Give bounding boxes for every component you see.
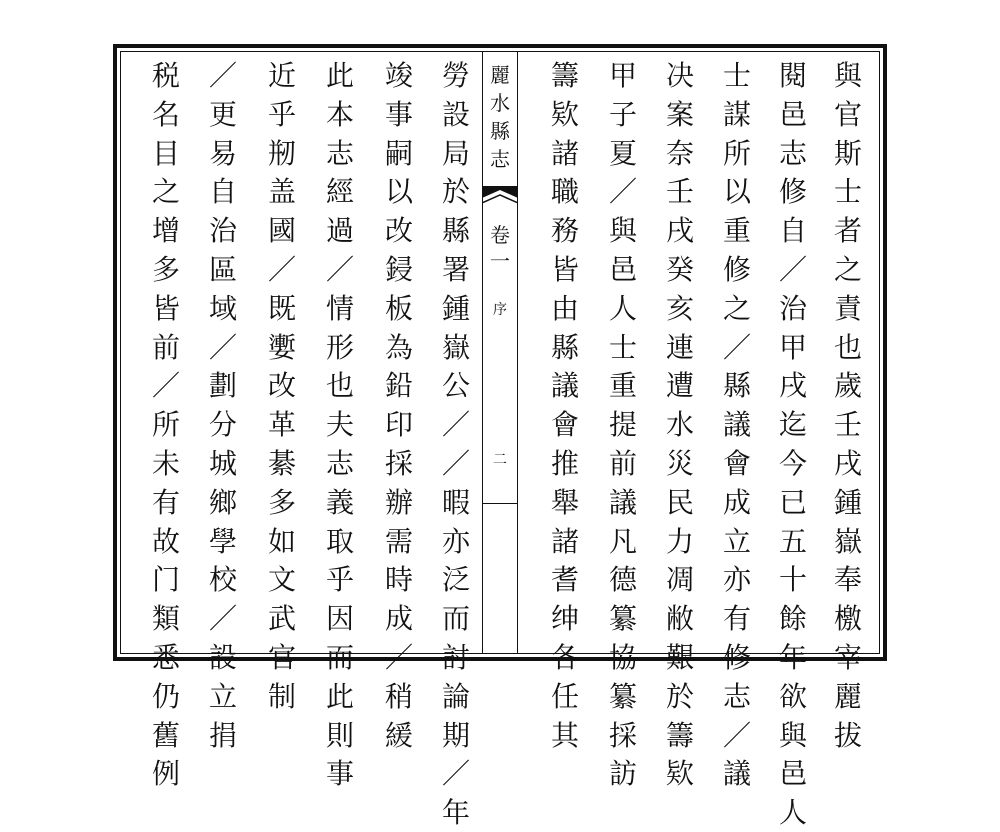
text-column: 士 謀 所 以 重 修 之 ／ 縣 議 會 成 立 亦 有 修 志 ／ 議 — [722, 59, 751, 791]
text-column: ／ 更 易 自 治 區 域 ／ 劃 分 城 鄉 學 校 ／ 設 立 捐 — [208, 59, 237, 752]
center-fold-column: 麗 水 縣 志 卷 一 序 二 — [482, 51, 519, 654]
text-column: 决 案 奈 壬 戌 癸 亥 連 遭 水 災 民 力 凋 敝 艱 於 籌 欵 — [665, 59, 694, 791]
text-column: 税 名 目 之 增 多 皆 前 ／ 所 未 有 故 门 類 悉 仍 舊 例 — [151, 59, 180, 791]
text-column: 近 乎 剏 盖 國 ／ 既 嬱 改 革 綦 多 如 文 武 官 制 — [267, 59, 296, 713]
section-label: 序 — [493, 302, 507, 318]
page-number: 二 — [493, 452, 507, 468]
text-column: 籌 欵 諸 職 務 皆 由 縣 議 會 推 舉 諸 耆 绅 各 任 其 — [550, 59, 579, 752]
text-column: 此 本 志 經 過 ／ 情 形 也 夫 志 義 取 乎 因 而 此 則 事 — [325, 59, 354, 791]
text-column: 閱 邑 志 修 自 ／ 治 甲 戌 迄 今 已 五 十 餘 年 欲 與 邑 人 — [778, 59, 807, 830]
text-column: 竣 事 嗣 以 改 鋟 板 為 鉛 印 採 辦 需 時 成 ／ 稍 緩 — [384, 59, 413, 752]
text-column: 與 官 斯 士 者 之 責 也 歲 壬 戌 鍾 嶽 奉 檄 宰 麗 拔 — [833, 59, 862, 752]
text-column: 勞 設 局 於 縣 署 鍾 嶽 公 ／ ／ 暇 亦 泛 而 討 論 期 ／ 年 — [441, 59, 470, 830]
fishtail-mark — [482, 186, 518, 210]
divider-line — [482, 503, 518, 504]
text-column: 甲 子 夏 ／ 與 邑 人 士 重 提 前 議 凡 德 纂 協 纂 採 訪 — [608, 59, 637, 791]
